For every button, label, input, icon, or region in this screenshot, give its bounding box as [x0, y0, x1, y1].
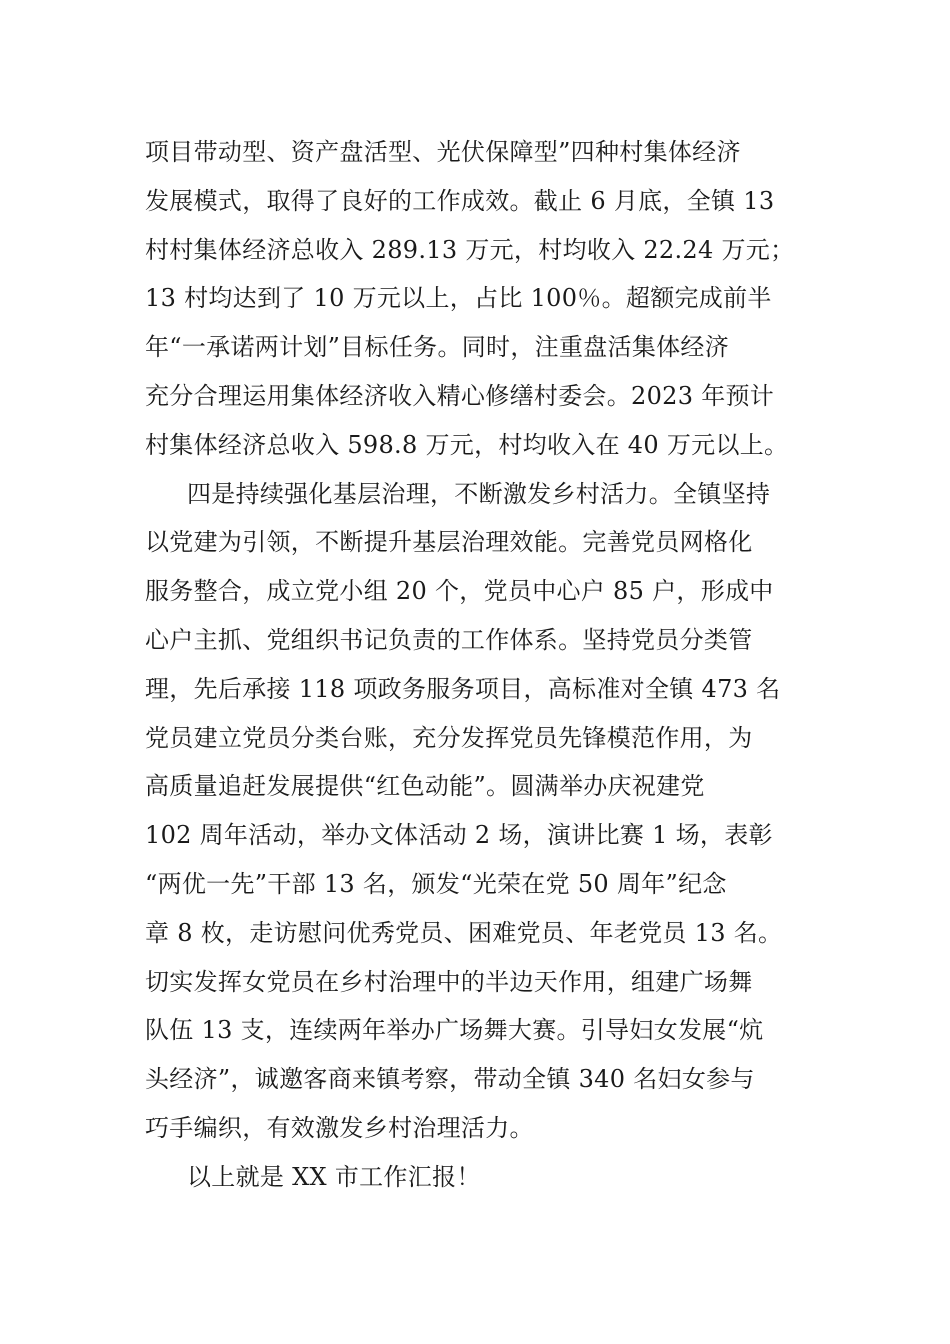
text-line: 党员建立党员分类台账，充分发挥党员先锋模范作用，为 — [145, 723, 753, 752]
paragraph-3 — [145, 1153, 817, 1202]
paragraph-1 — [145, 128, 817, 470]
text-line: 头经济”，诚邀客商来镇考察，带动全镇 340 名妇女参与 — [145, 1065, 755, 1094]
text-line: 年“一承诺两计划”目标任务。同时，注重盘活集体经济 — [145, 333, 730, 362]
text-line: 心户主抓、党组织书记负责的工作体系。坚持党员分类管 — [145, 625, 753, 654]
text-line: 队伍 13 支，连续两年举办广场舞大赛。引导妇女发展“炕 — [145, 1016, 764, 1045]
text-line: 以上就是 XX 市工作汇报！ — [187, 1162, 481, 1191]
text-line: 四是持续强化基层治理，不断激发乡村活力。全镇坚持 — [187, 479, 771, 508]
text-line: 章 8 枚，走访慰问优秀党员、困难党员、年老党员 13 名。 — [145, 918, 783, 947]
text-line: 高质量追赶发展提供“红色动能”。圆满举办庆祝建党 — [145, 772, 705, 801]
text-line: 充分合理运用集体经济收入精心修缮村委会。2023 年预计 — [145, 381, 775, 410]
text-line: 发展模式，取得了良好的工作成效。截止 6 月底，全镇 13 — [145, 186, 775, 215]
text-line: 102 周年活动，举办文体活动 2 场，演讲比赛 1 场，表彰 — [145, 821, 773, 850]
text-line: 13 村均达到了 10 万元以上，占比 100％。超额完成前半 — [145, 284, 772, 313]
text-line: “两优一先”干部 13 名，颁发“光荣在党 50 周年”纪念 — [145, 869, 727, 898]
text-line: 村集体经济总收入 598.8 万元，村均收入在 40 万元以上。 — [145, 430, 789, 459]
text-line: 以党建为引领，不断提升基层治理效能。完善党员网格化 — [145, 528, 753, 557]
text-line: 项目带动型、资产盘活型、光伏保障型”四种村集体经济 — [145, 138, 741, 166]
paragraph-2 — [145, 470, 817, 1153]
text-line: 服务整合，成立党小组 20 个，党员中心户 85 户，形成中 — [145, 577, 774, 606]
text-line: 村村集体经济总收入 289.13 万元，村均收入 22.24 万元； — [145, 235, 795, 264]
text-line: 切实发挥女党员在乡村治理中的半边天作用，组建广场舞 — [145, 967, 753, 996]
document-body — [145, 128, 817, 1202]
text-line: 巧手编织，有效激发乡村治理活力。 — [145, 1113, 534, 1142]
text-line: 理，先后承接 118 项政务服务项目，高标准对全镇 473 名 — [145, 674, 781, 703]
